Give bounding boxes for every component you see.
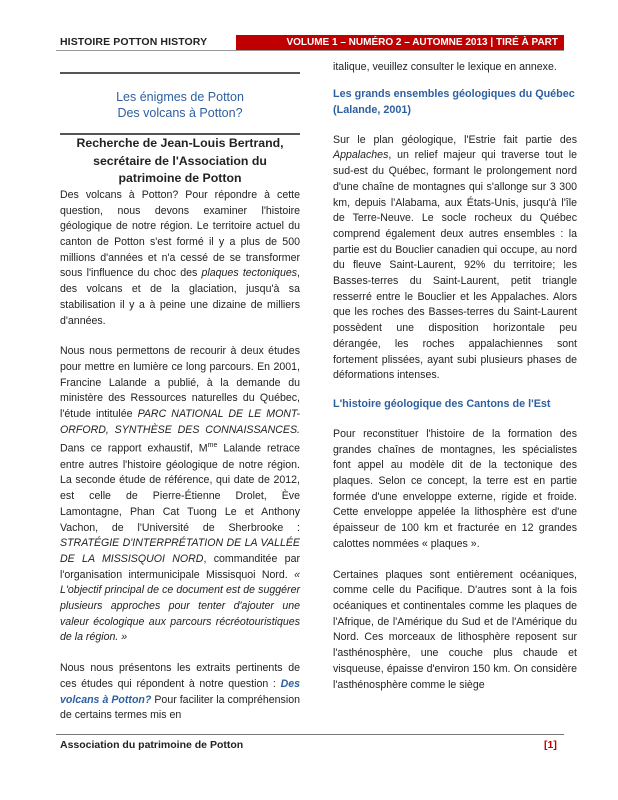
section-heading-ensembles: Les grands ensembles géologiques du Québec (Lalande, 2001) xyxy=(333,87,575,116)
section-heading-histoire: L'histoire géologique des Cantons de l'Est xyxy=(333,397,551,410)
intro-paragraph: Des volcans à Potton? Pour répondre à cette question, nous devons examiner l'histoire géologique de notre région. Le territoire actuel du canton de Potton s'est formé il y a plus de 500 millions d'années et n'a cessé de se transformer sous l'influence du choc des plaques tectoniques, des volcans et de la glaciation, jusqu'à sa stabilisation il y a à peine une dizaine de milliers d'années. xyxy=(60,188,300,327)
ensembles-paragraph: Sur le plan géologique, l'Estrie fait partie des Appalaches, un relief majeur qui traverse tout le sud-est du Québec, formant le prolongement nord d'une chaîne de montagnes qui s'allonge sur 3 300 km, depuis l'Alabama, aux États-Unis, jusqu'à l'île de Terre-Neuve. Le socle rocheux du Québec comprend également deux autres ensembles : la partie est du Bouclier canadien qui occupe, au nord du fleuve Saint-Laurent, 92% du territoire; les Basses-terres du Saint-Laurent, petit triangle resserré entre le Bouclier et les Appalaches. Alors que les roches des Basses-terres du Saint-Laurent possèdent une disposition horizontale peu dérangée, les roches appalachiennes sont fortement plissées, ayant subi plusieurs phases de déformations intenses. xyxy=(333,133,577,382)
tectonics-paragraph: Pour reconstituer l'histoire de la formation des grandes chaînes de montagnes, les spécialistes font appel au modèle dit de la tectonique des plaques. Selon ce concept, la terre est en partie formée d'une enveloppe externe, rigide et froide. Cette enveloppe appelée la lithosphère est d'une épaisseur de 100 km et fracturée en 12 grandes calottes nommées « plaques ». xyxy=(333,427,577,550)
title-box xyxy=(60,72,300,135)
question-link[interactable]: Des volcans à Potton? xyxy=(60,677,300,706)
left-column xyxy=(60,60,300,724)
header-publication-title: HISTOIRE POTTON HISTORY xyxy=(60,36,208,48)
continuation-paragraph: italique, veuillez consulter le lexique en annexe. xyxy=(333,61,557,73)
right-column xyxy=(333,60,577,693)
plates-paragraph: Certaines plaques sont entièrement océaniques, comme celle du Pacifique. D'autres sont à la fois océaniques et continentales comme les plaques de l'Afrique, de l'Amérique du Sud et de l'Amérique du Nord. Ces morceaux de lithosphère reposent sur l'asthénosphère, une couche plus chaude et visqueuse, épaisse d'environ 150 km. On considère l'asthénosphère comme le siège xyxy=(333,568,577,691)
series-title: Les énigmes de Potton xyxy=(116,90,244,104)
header-divider xyxy=(56,50,564,51)
page-number: [1] xyxy=(544,739,557,751)
sources-paragraph: Nous nous permettons de recourir à deux études pour mettre en lumière ce long parcours. En 2001, Francine Lalande a publié, à la demande du ministère des Ressources naturelles du Québec, l'étude intitulée PARC NATIONAL DE LE MONT-ORFORD, SYNTHÈSE DES CONNAISSANCES. Dans ce rapport exhaustif, $M^{me}$ Lalande retrace entre autres l'histoire géologique de notre région. La seconde étude de référence, qui date de 2012, est celle de Pierre-Étienne Drolet, Ève Lamontagne, Phan Cat Tuong Le et Anthony Vachon, de l'Université de Sherbrooke : STRATÉGIE D'INTERPRÉTATION DE LA VALLÉE DE LA MISSISQUOI NORD, commanditée par l'organisation intermunicipale Missisquoi Nord. « L'objectif principal de ce document est de suggérer plusieurs approches pour tenter d'ajouter une valeur écologique aux parcours récréotouristiques de la région. » xyxy=(60,345,300,644)
footer-association: Association du patrimoine de Potton xyxy=(60,739,244,751)
header-issue-banner: VOLUME 1 – NUMÉRO 2 – AUTOMNE 2013 | TIRÉ À PART xyxy=(236,35,564,50)
author-credit: Recherche de Jean-Louis Bertrand, secrétaire de l'Association du patrimoine de Potton xyxy=(76,136,284,186)
question-paragraph: Nous nous présentons les extraits pertinents de ces études qui répondent à notre question : Des volcans à Potton? Pour faciliter la compréhension de certains termes mis en xyxy=(60,662,300,722)
article-title: Des volcans à Potton? xyxy=(117,105,243,120)
footer-divider xyxy=(56,734,564,735)
